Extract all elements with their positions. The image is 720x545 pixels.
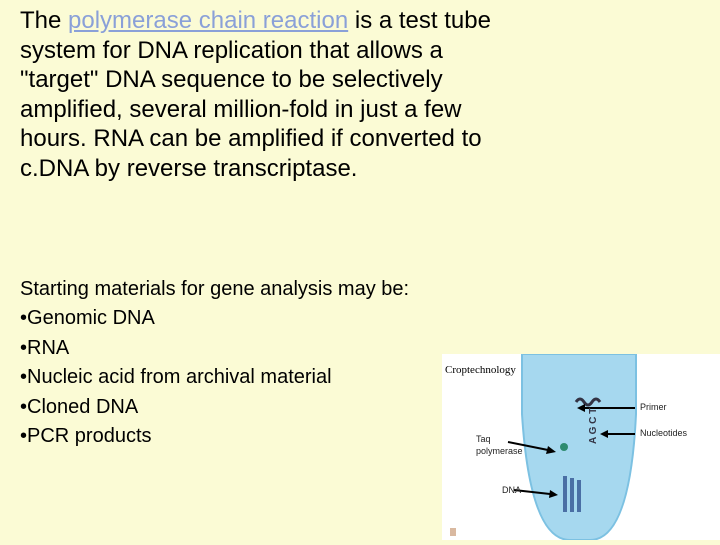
dna-strand-icon	[570, 478, 574, 512]
pcr-tube-figure	[440, 354, 720, 540]
list-item: • RNA	[20, 334, 332, 364]
polymerase-label: polymerase	[476, 446, 523, 456]
list-item: • Cloned DNA	[20, 393, 332, 423]
intro-text: The	[20, 7, 69, 34]
list-item: • Genomic DNA	[20, 304, 332, 334]
materials-heading: Starting materials for gene analysis may be:	[20, 278, 410, 300]
pcr-link[interactable]: polymerase chain reaction	[68, 7, 349, 34]
taq-label: Taq	[476, 434, 491, 444]
dna-label: DNA	[502, 485, 522, 495]
dna-strand-icon	[563, 476, 567, 512]
list-item: • Nucleic acid from archival material	[20, 363, 332, 393]
test-tube-icon	[522, 354, 636, 540]
dna-strand-icon	[577, 480, 581, 512]
list-item: • PCR products	[20, 422, 332, 452]
materials-list	[20, 304, 332, 452]
figure-caption: Croptechnology	[445, 364, 516, 376]
bases-label: A G C T	[588, 407, 599, 444]
pcr-description	[20, 6, 520, 183]
primer-label: Primer	[640, 402, 667, 412]
polymerase-icon	[560, 443, 568, 451]
corner-mark-icon	[450, 528, 456, 536]
description-text: is a test tube system for DNA replication that allows a "target" DNA sequence to be selectively amplified, several million-fold in just a few hours. RNA can be amplified if converted to c.DNA by reverse transcriptase.	[20, 7, 491, 182]
nucleotides-label: Nucleotides	[640, 428, 688, 438]
